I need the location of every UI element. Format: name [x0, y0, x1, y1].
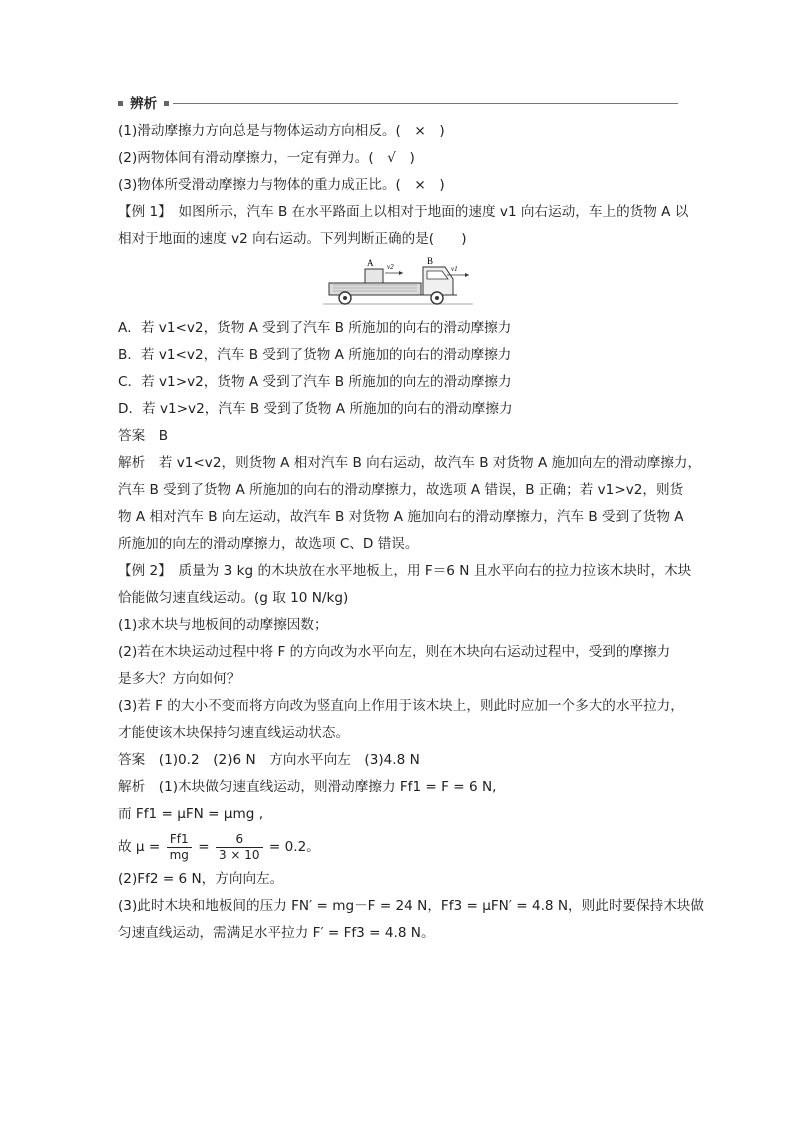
example2-analysis-formula — [118, 828, 678, 866]
example1-analysis-line2: 汽车 B 受到了货物 A 所施加的向右的滑动摩擦力，故选项 A 错误，B 正确；若 v1>v2，则货 — [118, 482, 684, 498]
fraction-2-numerator: 6 — [216, 832, 263, 848]
example2-question-2b: 是多大？方向如何？ — [118, 671, 241, 687]
judgment-2: (2)两物体间有滑动摩擦力，一定有弹力。( √ ) — [118, 150, 415, 166]
option-b: B．若 v1<v2，汽车 B 受到了货物 A 所施加的向右的滑动摩擦力 — [118, 347, 512, 363]
example2-analysis-line6: 匀速直线运动，需满足水平拉力 F′ = Ff3 = 4.8 N。 — [118, 925, 435, 941]
judgment-1: (1)滑动摩擦力方向总是与物体运动方向相反。( × ) — [118, 123, 445, 139]
example2-stem-line2: 恰能做匀速直线运动。(g 取 10 N/kg) — [118, 590, 349, 606]
truck-figure — [323, 257, 473, 309]
example2-question-3a: (3)若 F 的大小不变而将方向改为竖直向上作用于该木块上，则此时应加一个多大的水平拉力， — [118, 698, 684, 714]
example2-analysis-line5: (3)此时木块和地板间的压力 FN′ = mg－F = 24 N，Ff3 = μFN′ = 4.8 N，则此时要保持木块做 — [118, 898, 704, 914]
example2-question-3b: 才能使该木块保持匀速直线运动状态。 — [118, 725, 350, 741]
fraction-1-denominator: mg — [169, 847, 189, 862]
judgment-3: (3)物体所受滑动摩擦力与物体的重力成正比。( × ) — [118, 177, 445, 193]
example1-analysis-line4: 所施加的向左的滑动摩擦力，故选项 C、D 错误。 — [118, 536, 419, 552]
document-page — [118, 94, 704, 947]
square-bullet-icon — [164, 101, 169, 106]
example1-answer: 答案 B — [118, 428, 169, 444]
option-c: C．若 v1>v2，货物 A 受到了汽车 B 所施加的向左的滑动摩擦力 — [118, 374, 512, 390]
example2-analysis-line2: 而 Ff1 = μFN = μmg , — [118, 806, 264, 822]
formula-suffix: = 0.2。 — [264, 839, 320, 855]
label-v1: v1 — [451, 265, 458, 273]
label-v2: v2 — [387, 263, 394, 271]
example1-stem-text: 如图所示，汽车 B 在水平路面上以相对于地面的速度 v1 向右运动，车上的货物 A 以 — [164, 204, 689, 220]
formula-prefix: 故 μ = — [118, 839, 165, 855]
option-a: A．若 v1<v2，货物 A 受到了汽车 B 所施加的向右的滑动摩擦力 — [118, 320, 512, 336]
example1-tag: 【例 1】 — [118, 204, 165, 220]
example2-answer: 答案 (1)0.2 (2)6 N 方向水平向左 (3)4.8 N — [118, 752, 420, 768]
example2-analysis-line4: (2)Ff2 = 6 N，方向向左。 — [118, 871, 284, 887]
example1-analysis-line1: 解析 若 v1<v2，则货物 A 相对汽车 B 向右运动，故汽车 B 对货物 A 施加向左的滑动摩擦力， — [118, 455, 702, 471]
label-b: B — [427, 257, 434, 266]
section-title: 辨析 — [130, 96, 158, 112]
square-bullet-icon — [118, 101, 123, 106]
section-divider — [173, 103, 678, 104]
section-header — [118, 94, 678, 114]
fraction-1-numerator: Ff1 — [167, 832, 192, 848]
example2-stem-line1 — [118, 558, 692, 585]
fraction-2 — [216, 832, 263, 863]
fraction-1 — [167, 832, 192, 863]
option-d: D．若 v1>v2，汽车 B 受到了货物 A 所施加的向右的滑动摩擦力 — [118, 401, 513, 417]
example2-analysis-line1: 解析 (1)木块做匀速直线运动，则滑动摩擦力 Ff1 = F = 6 N, — [118, 779, 497, 795]
example2-question-1: (1)求木块与地板间的动摩擦因数； — [118, 617, 328, 633]
example2-stem-text: 质量为 3 kg 的木块放在水平地板上，用 F＝6 N 且水平向右的拉力拉该木块时，木块 — [164, 563, 692, 579]
example1-analysis-line3: 物 A 相对汽车 B 向左运动，故汽车 B 对货物 A 施加向右的滑动摩擦力，汽车 B 受到了货物 A — [118, 509, 684, 525]
cargo-box-a — [365, 269, 383, 283]
example2-tag: 【例 2】 — [118, 563, 165, 579]
formula-equals: = — [193, 839, 214, 855]
label-a: A — [367, 258, 374, 268]
example2-question-2a: (2)若在木块运动过程中将 F 的方向改为水平向左，则在木块向右运动过程中，受到的摩擦力 — [118, 644, 671, 660]
example1-stem-line1 — [118, 199, 689, 226]
example1-stem-line2: 相对于地面的速度 v2 向右运动。下列判断正确的是( ) — [118, 231, 467, 247]
fraction-2-denominator: 3 × 10 — [218, 847, 260, 862]
